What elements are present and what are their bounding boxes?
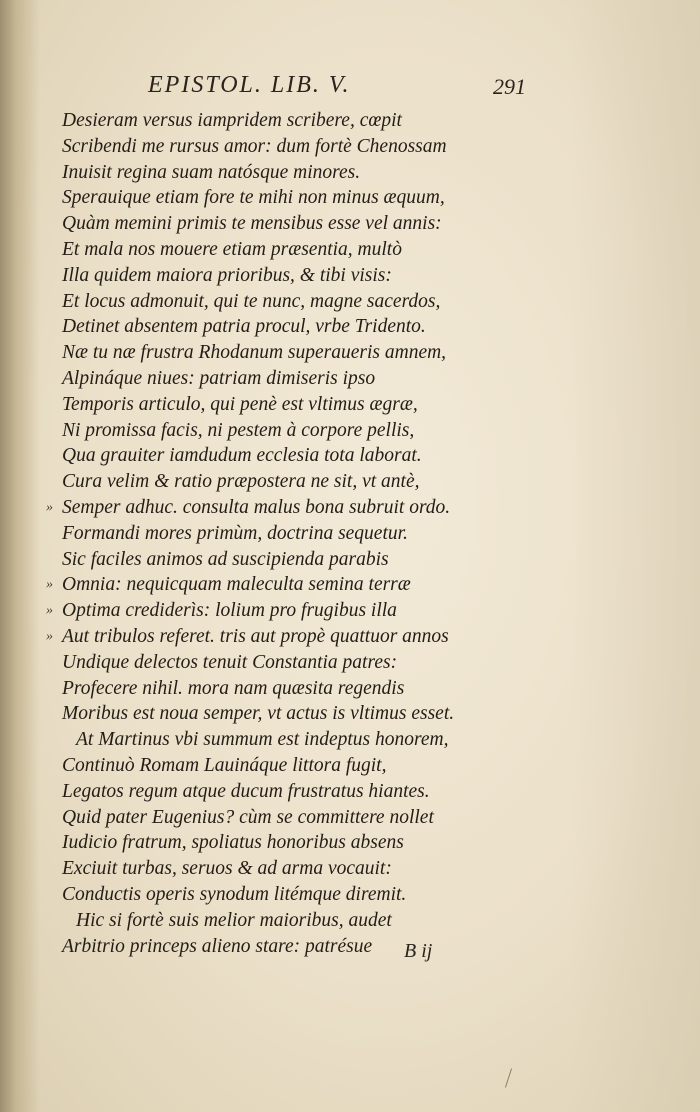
verse-line bbox=[62, 392, 522, 418]
verse-line bbox=[46, 495, 522, 521]
verse-line bbox=[62, 908, 522, 934]
verse-line-text: At Martinus vbi summum est indeptus honorem, bbox=[76, 729, 449, 751]
verse-line bbox=[62, 108, 522, 134]
quotation-mark: » bbox=[46, 603, 53, 619]
signature-mark: B ij bbox=[404, 940, 433, 962]
verse-line bbox=[62, 805, 522, 831]
verse-line bbox=[46, 598, 522, 624]
verse-line bbox=[62, 418, 522, 444]
quotation-mark: » bbox=[46, 577, 53, 593]
verse-line bbox=[62, 134, 522, 160]
verse-line-text: Sperauique etiam fore te mihi non minus æquum, bbox=[62, 187, 445, 209]
verse-line-text: Legatos regum atque ducum frustratus hiantes. bbox=[62, 780, 430, 802]
verse-line bbox=[62, 185, 522, 211]
verse-line bbox=[62, 160, 522, 186]
verse-line bbox=[62, 521, 522, 547]
verse-line bbox=[62, 263, 522, 289]
verse-line-text: Qua grauiter iamdudum ecclesia tota laborat. bbox=[62, 445, 422, 467]
verse-line-text: Iudicio fratrum, spoliatus honoribus absens bbox=[62, 832, 404, 854]
verse-line-text: Temporis articulo, qui penè est vltimus ægræ, bbox=[62, 393, 418, 415]
verse-line bbox=[62, 676, 522, 702]
verse-line-text: Formandi mores primùm, doctrina sequetur. bbox=[62, 522, 408, 544]
verse-line-text: Inuisit regina suam natósque minores. bbox=[62, 161, 361, 183]
verse-line bbox=[62, 753, 522, 779]
verse-line bbox=[62, 366, 522, 392]
quotation-mark: » bbox=[46, 628, 53, 644]
verse-line bbox=[62, 237, 522, 263]
verse-line bbox=[62, 314, 522, 340]
verse-line-text: Illa quidem maiora prioribus, & tibi visis: bbox=[62, 264, 392, 286]
verse-line bbox=[62, 650, 522, 676]
verse-line-text: Sic faciles animos ad suscipienda parabis bbox=[62, 548, 389, 570]
verse-line bbox=[62, 701, 522, 727]
verse-line-text: Omnia: nequicquam maleculta semina terræ bbox=[62, 574, 411, 596]
verse-line-text: Optima crediderìs: lolium pro frugibus illa bbox=[62, 600, 397, 622]
verse-line bbox=[62, 934, 522, 960]
verse-line bbox=[46, 572, 522, 598]
verse-line-text: Næ tu næ frustra Rhodanum superaueris amnem, bbox=[62, 342, 447, 364]
verse-line bbox=[62, 856, 522, 882]
verse-line bbox=[46, 624, 522, 650]
verse-line bbox=[62, 727, 522, 753]
verse-line-text: Scribendi me rursus amor: dum fortè Chenossam bbox=[62, 135, 447, 157]
verse-line-text: Alpináque niues: patriam dimiseris ipso bbox=[62, 367, 376, 389]
quotation-mark: » bbox=[46, 499, 53, 515]
verse-line bbox=[62, 211, 522, 237]
verse-line-text: Undique delectos tenuit Constantia patres: bbox=[62, 651, 398, 673]
verse-line-text: Arbitrio princeps alieno stare: patrésue bbox=[62, 935, 373, 957]
verse-line bbox=[62, 289, 522, 315]
verse-line-text: Detinet absentem patria procul, vrbe Tridento. bbox=[62, 316, 426, 338]
verse-line bbox=[62, 779, 522, 805]
verse-line-text: Quid pater Eugenius? cùm se committere nollet bbox=[62, 806, 434, 828]
verse-line-text: Semper adhuc. consulta malus bona subruit ordo. bbox=[62, 496, 451, 518]
page-number: 291 bbox=[493, 74, 526, 99]
verse-line bbox=[62, 469, 522, 495]
verse-line-text: Desieram versus iampridem scribere, cœpit bbox=[62, 110, 402, 131]
verse-line-text: Conductis operis synodum litémque diremit. bbox=[62, 883, 407, 905]
verse-line bbox=[62, 340, 522, 366]
pencil-mark bbox=[505, 1068, 512, 1087]
verse-text-block bbox=[46, 108, 522, 959]
verse-line bbox=[62, 547, 522, 573]
verse-line bbox=[62, 882, 522, 908]
verse-line-text: Exciuit turbas, seruos & ad arma vocauit: bbox=[62, 858, 392, 880]
verse-line-text: Moribus est noua semper, vt actus is vltimus esset. bbox=[62, 703, 455, 725]
verse-line-text: Profecere nihil. mora nam quæsita regendis bbox=[62, 677, 405, 699]
verse-line-text: Aut tribulos referet. tris aut propè quattuor annos bbox=[62, 625, 449, 647]
verse-line-text: Cura velim & ratio præpostera ne sit, vt antè, bbox=[62, 471, 420, 493]
show-through-area bbox=[570, 0, 700, 1112]
page-gutter-shadow bbox=[0, 0, 40, 1112]
verse-line-text: Et locus admonuit, qui te nunc, magne sacerdos, bbox=[62, 290, 441, 312]
verse-line-text: Quàm memini primis te mensibus esse vel annis: bbox=[62, 213, 442, 235]
verse-line bbox=[62, 830, 522, 856]
verse-line-text: Ni promissa facis, ni pestem à corpore pellis, bbox=[62, 419, 415, 441]
verse-line-text: Continuò Romam Lauináque littora fugit, bbox=[62, 754, 387, 776]
verse-line bbox=[62, 443, 522, 469]
running-head: EPISTOL. LIB. V. bbox=[148, 72, 351, 98]
verse-line-text: Hic si fortè suis melior maioribus, audet bbox=[76, 909, 392, 931]
verse-line-text: Et mala nos mouere etiam præsentia, multò bbox=[62, 238, 402, 260]
